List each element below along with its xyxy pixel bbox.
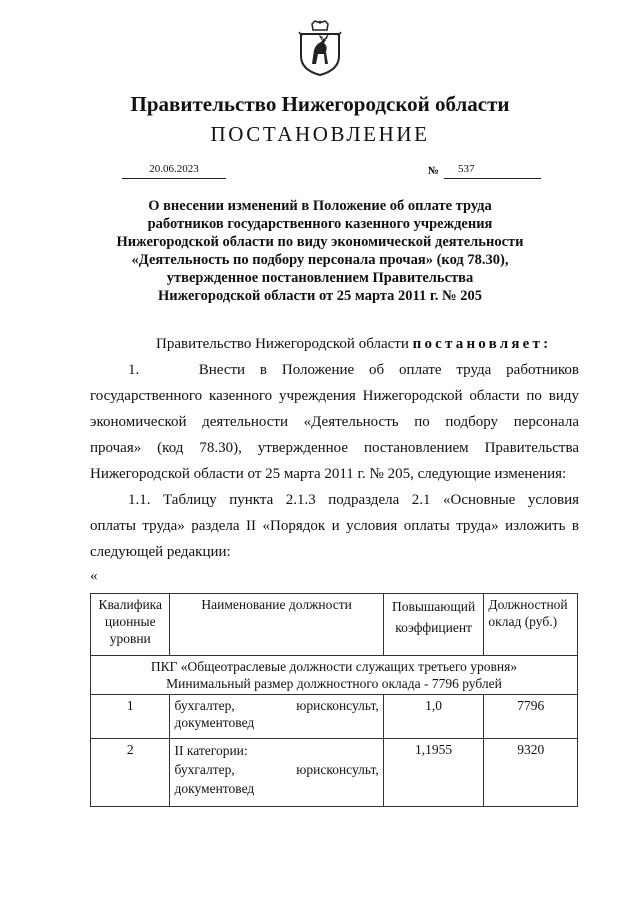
cell-coefficient: 1,0	[383, 695, 484, 739]
table-header-row	[91, 594, 578, 656]
salary-table	[90, 593, 578, 807]
item1-line: прочая» (код 78.30), утвержденное постановлением Правительства	[90, 440, 579, 456]
quote-open: «	[90, 568, 98, 584]
header-salary	[484, 594, 578, 656]
cell-position	[170, 739, 383, 807]
header-text: уровни	[109, 631, 151, 646]
cell-coefficient: 1,1955	[383, 739, 484, 807]
position-line: бухгалтер, юрисконсульт,	[174, 762, 379, 777]
item1-last-line: Нижегородской области от 25 марта 2011 г. № 205, следующие изменения:	[90, 466, 567, 482]
heading-line: Нижегородской области от 25 марта 2011 г. № 205	[158, 288, 482, 304]
document-number: 537	[458, 163, 475, 175]
heading-line: утвержденное постановлением Правительства	[166, 270, 474, 286]
item1-line: государственного казенного учреждения Нижегородской области по виду	[90, 388, 579, 404]
cell-salary: 9320	[484, 739, 578, 807]
table-group-row	[91, 656, 578, 695]
table-row	[91, 695, 578, 739]
header-text: Повышающий	[391, 599, 476, 614]
group-cell	[91, 656, 578, 695]
header-qualification-level	[91, 594, 170, 656]
document-type: ПОСТАНОВЛЕНИЕ	[210, 122, 430, 146]
header-coefficient	[383, 594, 484, 656]
header-text: Должностной	[488, 597, 568, 612]
item11-line: оплаты труда» раздела II «Порядок и условия оплаты труда» изложить в	[90, 518, 579, 534]
item11-line: 1.1. Таблицу пункта 2.1.3 подраздела 2.1 «Основные условия	[128, 492, 579, 508]
resolves-word: постановляет:	[412, 336, 552, 352]
number-label: №	[428, 165, 440, 177]
heading-line: «Деятельность по подбору персонала прочая» (код 78.30),	[131, 252, 509, 268]
header-text: оклад (руб.)	[488, 614, 558, 629]
header-text: ционные	[104, 614, 156, 629]
item1-line: 1. Внести в Положение об оплате труда работников	[128, 362, 579, 378]
cell-level: 1	[91, 695, 170, 739]
position-line: документовед	[174, 715, 255, 730]
item11-last-line: следующей редакции:	[90, 544, 231, 560]
group-min-salary: Минимальный размер должностного оклада - 7796 рублей	[166, 676, 502, 691]
heading-line: Нижегородской области по виду экономической деятельности	[116, 234, 524, 250]
group-title: ПКГ «Общеотраслевые должности служащих третьего уровня»	[150, 659, 518, 674]
coat-of-arms-emblem	[298, 20, 342, 76]
position-line: документовед	[174, 781, 255, 796]
item1-line: экономической деятельности «Деятельность по подбору персонала	[90, 414, 579, 430]
cell-salary: 7796	[484, 695, 578, 739]
resolves-paragraph	[156, 336, 551, 353]
position-category: II категории:	[174, 743, 248, 758]
number-field	[444, 163, 541, 179]
cell-position	[170, 695, 383, 739]
resolves-prefix: Правительство Нижегородской области	[156, 336, 413, 352]
table-row	[91, 739, 578, 807]
document-heading	[100, 197, 540, 305]
header-text: Квалифика	[98, 597, 163, 612]
heading-line: О внесении изменений в Положение об оплате труда	[148, 198, 492, 214]
header-position-name: Наименование должности	[170, 594, 383, 656]
date-field: 20.06.2023	[122, 163, 226, 179]
government-title: Правительство Нижегородской области	[130, 92, 510, 116]
cell-level: 2	[91, 739, 170, 807]
heading-line: работников государственного казенного учреждения	[147, 216, 493, 232]
position-line: бухгалтер, юрисконсульт,	[174, 698, 379, 713]
header-text: коэффициент	[395, 620, 472, 635]
